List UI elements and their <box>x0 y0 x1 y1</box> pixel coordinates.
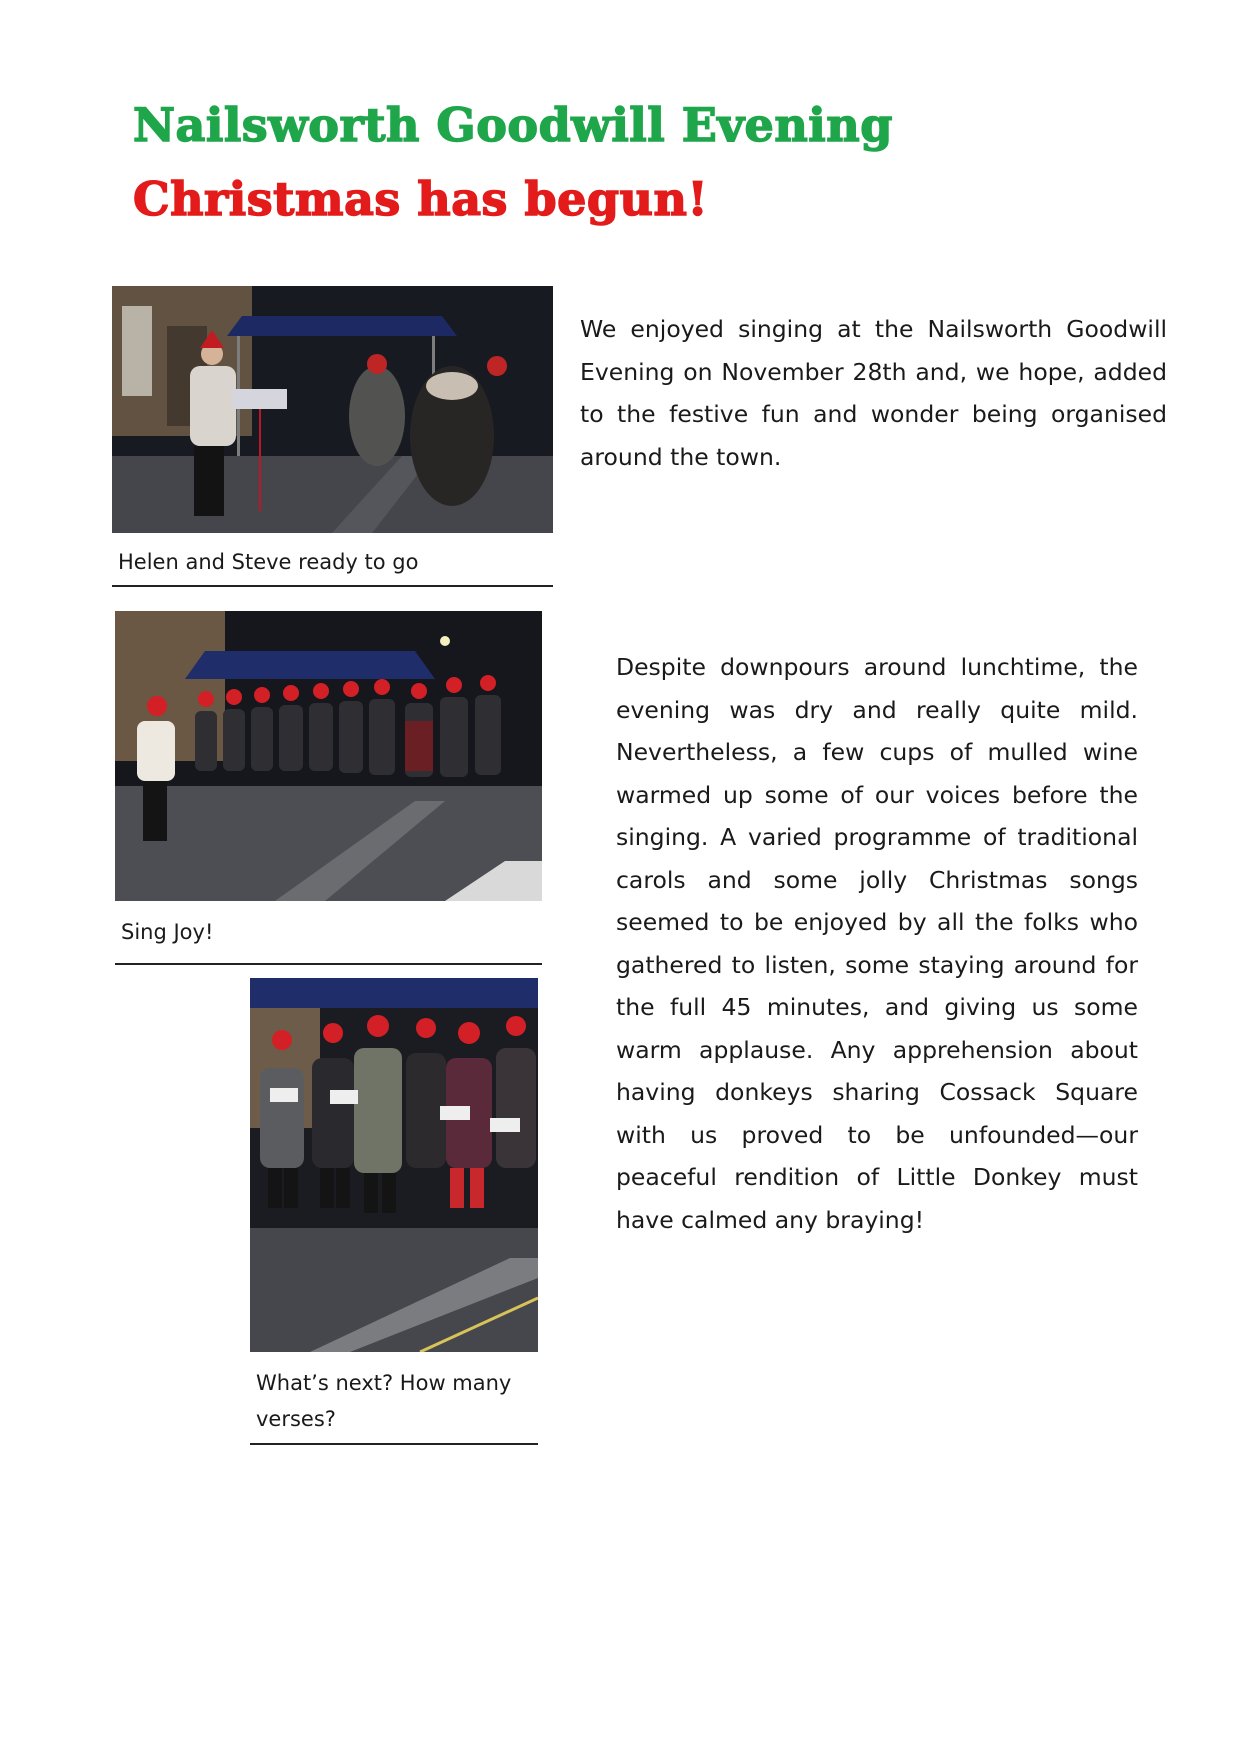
photo-caption: Sing Joy! <box>121 920 214 944</box>
photo-caption: Helen and Steve ready to go <box>118 550 419 574</box>
page-subtitle: Christmas has begun! <box>133 172 709 226</box>
caption-divider <box>112 585 553 587</box>
photo-choir-verses <box>250 978 538 1352</box>
caption-divider <box>250 1443 538 1445</box>
intro-paragraph: We enjoyed singing at the Nailsworth Goodwill Evening on November 28th and, we hope, added to the festive fun and wonder being organised around the town. <box>580 315 1167 471</box>
caption-divider <box>115 963 542 965</box>
photo-sing-joy <box>115 611 542 901</box>
page-title: Nailsworth Goodwill Evening <box>133 98 893 152</box>
main-paragraph: Despite downpours around lunchtime, the evening was dry and really quite mild. Nevertheless, a few cups of mulled wine warmed up some of our voices before the singing. A varied programme of traditional carols and some jolly Christmas songs seemed to be enjoyed by all the folks who gathered to listen, some staying around for the full 45 minutes, and giving us some warm applause. Any apprehension about having donkeys sharing Cossack Square with us proved to be unfounded—our peaceful rendition of Little Donkey must have calmed any braying! <box>616 653 1138 1234</box>
photo-caption: What’s next? How many verses? <box>256 1371 512 1431</box>
photo-helen-and-steve <box>112 286 553 533</box>
